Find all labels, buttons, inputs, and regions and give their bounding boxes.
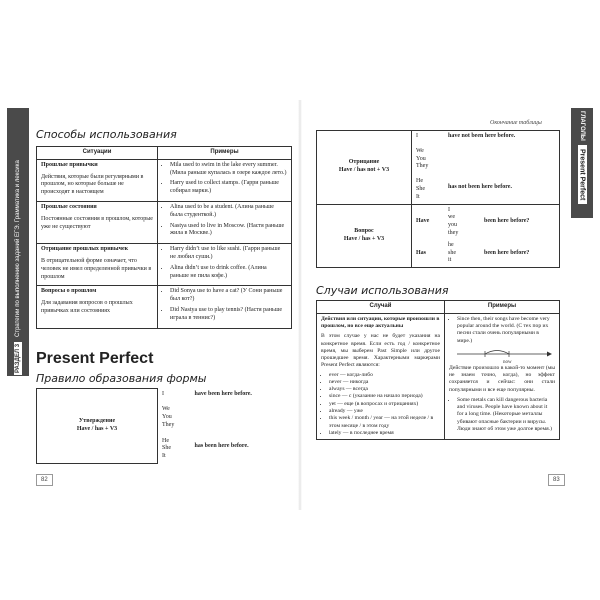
page-number-left: 82 [36,474,53,486]
affirmative-sentence-have: have been here before. [194,390,252,397]
q-subject-it: it [448,257,452,264]
neg-subject-she: She [416,185,425,192]
timeline-note: Действие произошло в какой-то момент (мы не знаем точно, когда), но эффект сохраняется и сейчас: они стали популярными и все еще популярны. [449,364,555,393]
cases-table [316,300,560,440]
example-item: • Did Nastya use to play tennis? (Настя раньше играла в теннис?) [170,307,287,323]
negation-formula: Have / has not + V3 [338,167,390,174]
usage-heading: Способы использования [36,128,177,141]
example-item: • Alina used to be a student. (Алина раньше была студенткой.) [170,204,287,220]
marker-item: • ever — когда-либо [329,372,440,379]
example-item: • Did Sonya use to have a cat? (У Сони раньше был кот?) [170,288,287,304]
negation-question-table [316,130,560,268]
q-subject-she: she [448,249,456,256]
row-desc: Постоянные состояния в прошлом, которые уже не существуют [41,215,153,230]
marker-item: • yet — еще (в вопросах и отрицаниях) [329,401,440,408]
example-item: • Nastya used to live in Moscow. (Настя раньше жила в Москве.) [170,223,287,239]
marker-item: • lately — в последнее время [329,430,440,437]
q-subject-he: he [448,241,454,248]
negation-sentence-have: have not been here before. [444,131,560,143]
row-desc: Действия, которые были регулярными в прошлом, но которые больше не происходят в настоящем [41,173,144,196]
cases-heading: Случаи использования [316,284,449,297]
marker-item: • always — всегда [329,386,440,393]
subject-he: He [162,437,169,444]
chapter-topic: Present Perfect [577,144,588,205]
subject-i: I [162,390,164,397]
affirmative-sentence-has: has been here before. [194,443,249,450]
section-tab-text: Стратегии по выполнению заданий ЕГЭ. Грамматика и лексика [15,160,21,337]
timeline-arc [485,350,509,354]
neg-subject-you: You [416,155,426,162]
section-number: РАЗДЕЛ 3 [13,341,23,376]
neg-subject-we: We [416,147,424,154]
marker-item: • since — с (указание на начало периода) [329,393,440,400]
affirmative-formula: Have / has + V3 [76,425,118,432]
subject-it: It [162,453,166,460]
present-perfect-title: Present Perfect [36,350,154,367]
subject-they: They [162,421,175,428]
question-sentence-have: been here before? [484,218,530,225]
marker-item: • never — никогда [329,379,440,386]
table-row [37,244,292,286]
example-item: • Mila used to swim in the lake every summer. (Мила раньше купалась в озере каждое лето.) [170,162,287,178]
negation-sentence-has: has not been here before. [444,173,560,204]
cases-header-case: Случай [317,301,445,314]
table-row [37,286,292,328]
usage-table [36,146,292,329]
case-description: В этом случае у нас не будет указания на конкретное время. Если есть год / конкретное время, мы выберем Past Simple или другое прошедшее время. Характерными маркерами Present Perfect являются: [321,333,440,369]
marker-item: • this week / month / year — на этой неделе / в этом месяце / в этом году [329,415,440,430]
affirmative-label: Утверждение [78,417,116,424]
question-label: Вопрос [354,228,374,235]
cases-header-examples: Примеры [445,301,560,314]
row-title: Прошлые состояния [41,203,97,210]
affirmative-table [36,388,292,464]
subject-we: We [162,406,170,413]
subject-you: You [162,414,172,421]
table-row [37,159,292,201]
page-number-right: 83 [548,474,565,486]
q-subject-you: you [448,222,457,229]
row-desc: Для задавания вопросов о прошлых привычках или состояниях [41,300,133,314]
neg-subject-it: It [416,193,420,200]
left-section-tab [7,108,29,376]
negation-label: Отрицание [348,159,380,166]
timeline-diagram [455,348,555,364]
question-aux-have: Have [412,204,445,240]
neg-subject-i: I [412,131,445,143]
example-item: • Harry used to collect stamps. (Гарри раньше собирал марки.) [170,180,287,196]
usage-header-situation: Ситуации [37,147,158,160]
question-sentence-has: been here before? [484,249,530,256]
case-title: Действия или ситуации, которые произошли в прошлом, но все еще актуальны [321,315,440,330]
table-row [37,201,292,243]
page-gutter [298,100,302,510]
neg-subject-he: He [416,178,423,185]
right-section-tab [571,108,593,218]
row-desc: В отрицательной форме означает, что человек не имел определенной привычки в прошлом [41,257,152,280]
subject-she: She [162,445,171,452]
example-metals: • Some metals can kill dangerous bacteria and viruses. People have known about it for a long time. (Некоторые металлы убивают опасные бактерии и вирусы. Люди знают об этом уже долгое время.) [457,397,555,433]
usage-header-examples: Примеры [158,147,292,160]
formation-heading: Правило образования формы [36,372,207,385]
example-since-then: • Since then, their songs have become very popular around the world. (С тех пор их песни стали очень популярными в мире.) [457,316,555,345]
row-title: Вопросы о прошлом [41,288,97,295]
marker-item: • already — уже [329,408,440,415]
timeline-now-label: now [503,359,512,364]
q-subject-they: they [448,229,459,236]
chapter-label: ГЛАГОЛЫ [578,108,586,144]
question-aux-has: Has [412,240,445,268]
example-item: • Harry didn’t use to like sushi. (Гарри раньше не любил суши.) [170,246,287,262]
neg-subject-they: They [416,163,429,170]
timeline-arrowhead [547,351,552,356]
question-formula: Have / has + V3 [343,235,385,242]
running-head: Окончание таблицы [490,120,542,126]
example-item: • Alina didn’t use to drink coffee. (Алина раньше не пила кофе.) [170,265,287,281]
row-title: Прошлые привычки [41,161,98,168]
q-subject-we: we [448,214,455,221]
q-subject-i: I [448,206,450,213]
row-title: Отрицание прошлых привычек [41,246,129,253]
